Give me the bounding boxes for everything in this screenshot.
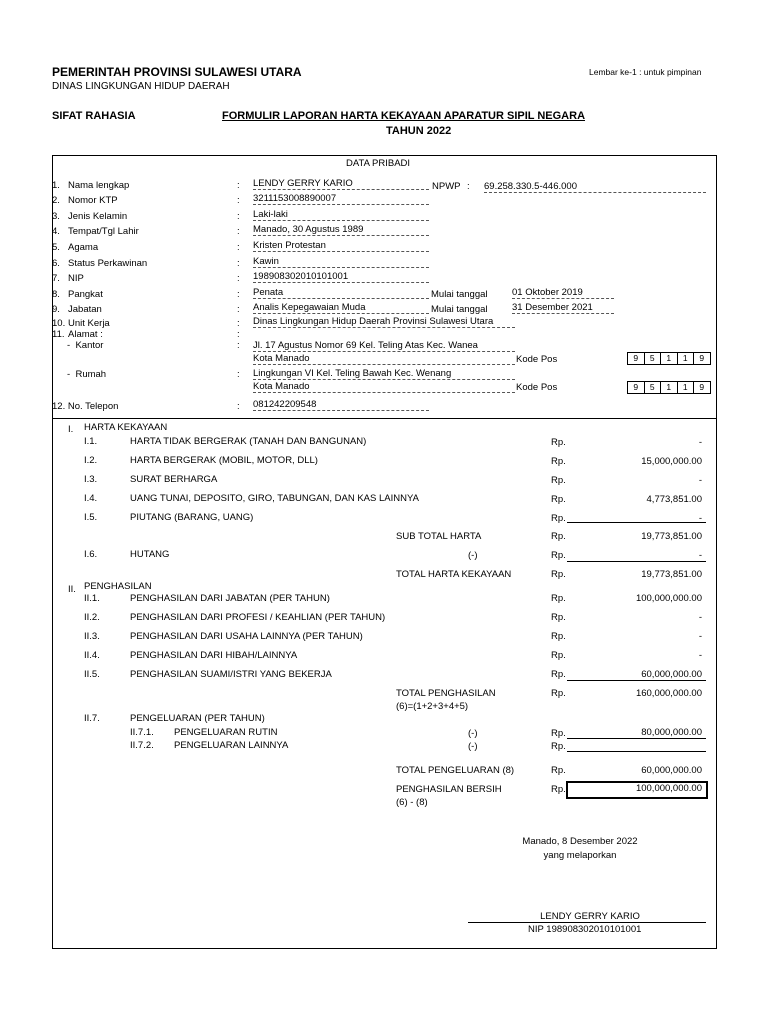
penghasilan-rule xyxy=(567,680,706,681)
total-penghasilan-value: 160,000,000.00 xyxy=(635,688,702,699)
harta-item-rp: Rp. xyxy=(551,456,566,467)
telepon-label xyxy=(52,401,118,412)
signature-place-date: Manado, 8 Desember 2022 xyxy=(522,836,638,847)
subtotal-value: 19,773,851.00 xyxy=(641,531,702,542)
harta-item-num: I.5. xyxy=(84,512,98,523)
lain-label: PENGELUARAN LAINNYA xyxy=(174,740,289,751)
bersih-rp: Rp. xyxy=(551,784,566,795)
penghasilan-item-rp: Rp. xyxy=(551,631,566,642)
row-colon: : xyxy=(237,180,240,191)
penghasilan-item-rp: Rp. xyxy=(551,612,566,623)
bersih-label: PENGHASILAN BERSIH xyxy=(396,784,502,795)
penghasilan-item-rp: Rp. xyxy=(551,669,566,680)
npwp-label: NPWP xyxy=(432,181,461,192)
row-label: Unit Kerja xyxy=(68,318,110,329)
postal-digit: 9 xyxy=(628,353,645,364)
row-label: Status Perkawinan xyxy=(68,258,148,269)
telepon-colon: : xyxy=(237,401,240,412)
total-penghasilan-formula: (6)=(1+2+3+4+5) xyxy=(396,701,469,712)
form-title: FORMULIR LAPORAN HARTA KEKAYAAN APARATUR SIPIL NEGARA xyxy=(222,110,586,122)
npwp-colon: : xyxy=(467,181,470,192)
harta-item-num: I.2. xyxy=(84,455,98,466)
row-num: 10. xyxy=(52,318,66,329)
total-pengeluaran-label: TOTAL PENGELUARAN (8) xyxy=(396,765,515,776)
penghasilan-item-rp: Rp. xyxy=(551,593,566,604)
hutang-value: - xyxy=(698,550,702,561)
kantor-address-line2: Kota Manado xyxy=(253,353,515,365)
bersih-formula: (6) - (8) xyxy=(396,797,428,808)
postal-digit: 1 xyxy=(661,382,678,393)
signature-name: LENDY GERRY KARIO xyxy=(540,911,640,922)
penghasilan-item-num: II.1. xyxy=(84,593,100,604)
jabatan-start-label: Mulai tanggal xyxy=(431,304,488,315)
penghasilan-item-value: - xyxy=(698,650,702,661)
rumah-address-line1: Lingkungan VI Kel. Teling Bawah Kec. Wenang xyxy=(253,368,515,380)
subtotal-rp: Rp. xyxy=(551,531,566,542)
telepon-label-text: No. Telepon xyxy=(67,401,119,412)
total-harta-rp: Rp. xyxy=(551,569,566,580)
signature-role: yang melaporkan xyxy=(543,850,617,861)
hutang-label: HUTANG xyxy=(130,549,170,560)
row-num: 7. xyxy=(52,273,60,284)
telepon-num: 12. xyxy=(52,401,66,412)
row-label: Alamat : xyxy=(68,329,103,340)
harta-item-rp: Rp. xyxy=(551,437,566,448)
confidential-label: SIFAT RAHASIA xyxy=(52,110,136,122)
pengeluaran-num: II.7. xyxy=(84,713,100,724)
postal-digit: 1 xyxy=(678,353,695,364)
penghasilan-item-num: II.5. xyxy=(84,669,100,680)
harta-item-rp: Rp. xyxy=(551,475,566,486)
penghasilan-item-label: PENGHASILAN SUAMI/ISTRI YANG BEKERJA xyxy=(130,669,332,680)
form-year: TAHUN 2022 xyxy=(386,125,452,137)
penghasilan-item-label: PENGHASILAN DARI HIBAH/LAINNYA xyxy=(130,650,298,661)
jabatan-start-date: 31 Desember 2021 xyxy=(512,302,614,314)
penghasilan-item-num: II.4. xyxy=(84,650,100,661)
agency-name: DINAS LINGKUNGAN HIDUP DAERAH xyxy=(52,81,230,92)
signature-nip: NIP 198908302010101001 xyxy=(528,924,642,935)
row-label: Jabatan xyxy=(68,304,102,315)
postal-digit: 5 xyxy=(645,353,662,364)
npwp-value: 69.258.330.5-446.000 xyxy=(484,181,706,193)
harta-item-num: I.3. xyxy=(84,474,98,485)
postal-digit: 9 xyxy=(699,382,705,392)
penghasilan-item-value: 100,000,000.00 xyxy=(635,593,702,604)
penghasilan-item-num: II.3. xyxy=(84,631,100,642)
section-title-pribadi: DATA PRIBADI xyxy=(346,158,411,169)
penghasilan-item-label: PENGHASILAN DARI PROFESI / KEAHLIAN (PER TAHUN) xyxy=(130,612,386,623)
total-harta-value: 19,773,851.00 xyxy=(641,569,702,580)
row-num: 5. xyxy=(52,242,60,253)
harta-item-value: 4,773,851.00 xyxy=(646,494,702,505)
row-value: Analis Kepegawaian Muda xyxy=(253,302,429,314)
row-colon: : xyxy=(237,226,240,237)
subtotal-rule xyxy=(567,522,706,523)
row-label: Nama lengkap xyxy=(68,180,130,191)
bersih-value: 100,000,000.00 xyxy=(635,783,702,794)
row-colon: : xyxy=(237,304,240,315)
harta-item-label: HARTA BERGERAK (MOBIL, MOTOR, DLL) xyxy=(130,455,318,466)
penghasilan-item-value: - xyxy=(698,612,702,623)
harta-section-num: I. xyxy=(68,424,74,435)
row-num: 2. xyxy=(52,195,60,206)
row-num: 4. xyxy=(52,226,60,237)
rutin-value: 80,000,000.00 xyxy=(641,727,702,738)
government-name: PEMERINTAH PROVINSI SULAWESI UTARA xyxy=(52,65,302,79)
row-num: 1. xyxy=(52,180,60,191)
row-value: 198908302010101001 xyxy=(253,271,429,283)
postal-digit: 5 xyxy=(645,382,662,393)
row-colon: : xyxy=(237,211,240,222)
row-value: Kristen Protestan xyxy=(253,240,429,252)
total-harta-label: TOTAL HARTA KEKAYAAN xyxy=(396,569,512,580)
harta-item-rp: Rp. xyxy=(551,513,566,524)
kantor-address-line1: Jl. 17 Agustus Nomor 69 Kel. Teling Atas Kec. Wanea xyxy=(253,340,515,352)
rutin-rule xyxy=(567,738,706,739)
row-label: Tempat/Tgl Lahir xyxy=(68,226,139,237)
section-divider xyxy=(52,418,716,419)
pangkat-start-date: 01 Oktober 2019 xyxy=(512,287,614,299)
rumah-label: - Rumah xyxy=(67,369,107,380)
row-num: 9. xyxy=(52,304,60,315)
row-num: 11. xyxy=(52,329,65,340)
kantor-label: - Kantor xyxy=(67,340,104,351)
rumah-postal-code xyxy=(627,381,711,394)
rumah-colon: : xyxy=(237,369,240,380)
row-num: 6. xyxy=(52,258,60,269)
rumah-label-text: Rumah xyxy=(75,369,107,380)
postal-digit: 1 xyxy=(678,382,695,393)
kantor-label-text: Kantor xyxy=(75,340,104,351)
postal-digit: 1 xyxy=(661,353,678,364)
hutang-minus: (-) xyxy=(468,550,478,561)
penghasilan-section-num: II. xyxy=(68,584,76,595)
row-colon: : xyxy=(237,318,240,329)
row-value: Manado, 30 Agustus 1989 xyxy=(253,224,429,236)
hutang-num: I.6. xyxy=(84,549,98,560)
row-colon: : xyxy=(237,258,240,269)
row-value: LENDY GERRY KARIO xyxy=(253,178,429,190)
penghasilan-item-num: II.2. xyxy=(84,612,100,623)
pengeluaran-label: PENGELUARAN (PER TAHUN) xyxy=(130,713,265,724)
row-colon: : xyxy=(237,289,240,300)
penghasilan-section-title: PENGHASILAN xyxy=(84,581,152,592)
row-colon: : xyxy=(237,195,240,206)
harta-item-value: - xyxy=(698,437,702,448)
harta-item-label: PIUTANG (BARANG, UANG) xyxy=(130,512,254,523)
kantor-colon: : xyxy=(237,340,240,351)
total-penghasilan-label: TOTAL PENGHASILAN xyxy=(396,688,496,699)
postal-digit: 9 xyxy=(628,382,645,393)
rumah-address-line2: Kota Manado xyxy=(253,381,515,393)
row-label: Agama xyxy=(68,242,99,253)
row-label: NIP xyxy=(68,273,84,284)
telepon-value: 081242209548 xyxy=(253,399,429,411)
kantor-postal-code xyxy=(627,352,711,365)
row-label: Jenis Kelamin xyxy=(68,211,128,222)
row-num: 3. xyxy=(52,211,60,222)
rumah-kodepos-label: Kode Pos xyxy=(516,382,558,393)
harta-section-title: HARTA KEKAYAAN xyxy=(84,422,168,433)
row-value: Penata xyxy=(253,287,429,299)
row-value: Laki-laki xyxy=(253,209,429,221)
penghasilan-item-value: 60,000,000.00 xyxy=(641,669,702,680)
penghasilan-item-label: PENGHASILAN DARI USAHA LAINNYA (PER TAHUN) xyxy=(130,631,363,642)
subtotal-label: SUB TOTAL HARTA xyxy=(396,531,482,542)
kantor-kodepos-label: Kode Pos xyxy=(516,354,558,365)
copy-note: Lembar ke-1 : untuk pimpinan xyxy=(589,67,702,77)
total-penghasilan-rp: Rp. xyxy=(551,688,566,699)
harta-item-label: UANG TUNAI, DEPOSITO, GIRO, TABUNGAN, DAN KAS LAINNYA xyxy=(130,493,419,504)
row-label: Nomor KTP xyxy=(68,195,118,206)
hutang-rule xyxy=(567,561,706,562)
row-colon: : xyxy=(237,242,240,253)
signature-line xyxy=(468,922,706,923)
lain-minus: (-) xyxy=(468,741,478,752)
harta-item-value: - xyxy=(698,475,702,486)
rutin-rp: Rp. xyxy=(551,728,566,739)
row-value: 3211153008890007 xyxy=(253,193,429,205)
harta-item-value: 15,000,000.00 xyxy=(641,456,702,467)
harta-item-label: SURAT BERHARGA xyxy=(130,474,218,485)
penghasilan-item-label: PENGHASILAN DARI JABATAN (PER TAHUN) xyxy=(130,593,330,604)
row-label: Pangkat xyxy=(68,289,103,300)
row-colon: : xyxy=(237,273,240,284)
harta-item-rp: Rp. xyxy=(551,494,566,505)
rutin-label: PENGELUARAN RUTIN xyxy=(174,727,278,738)
lain-num: II.7.2. xyxy=(130,740,154,751)
total-pengeluaran-rp: Rp. xyxy=(551,765,566,776)
row-num: 8. xyxy=(52,289,60,300)
harta-item-value: - xyxy=(698,513,702,524)
pangkat-start-label: Mulai tanggal xyxy=(431,289,488,300)
lain-rule xyxy=(567,751,706,752)
row-value: Kawin xyxy=(253,256,429,268)
penghasilan-item-value: - xyxy=(698,631,702,642)
total-pengeluaran-value: 60,000,000.00 xyxy=(641,765,702,776)
hutang-rp: Rp. xyxy=(551,550,566,561)
harta-item-num: I.4. xyxy=(84,493,98,504)
row-value: Dinas Lingkungan Hidup Daerah Provinsi Sulawesi Utara xyxy=(253,316,515,328)
harta-item-num: I.1. xyxy=(84,436,98,447)
postal-digit: 9 xyxy=(699,353,705,363)
harta-item-label: HARTA TIDAK BERGERAK (TANAH DAN BANGUNAN) xyxy=(130,436,367,447)
lain-rp: Rp. xyxy=(551,741,566,752)
penghasilan-item-rp: Rp. xyxy=(551,650,566,661)
row-colon: : xyxy=(237,329,240,340)
rutin-minus: (-) xyxy=(468,728,478,739)
rutin-num: II.7.1. xyxy=(130,727,154,738)
